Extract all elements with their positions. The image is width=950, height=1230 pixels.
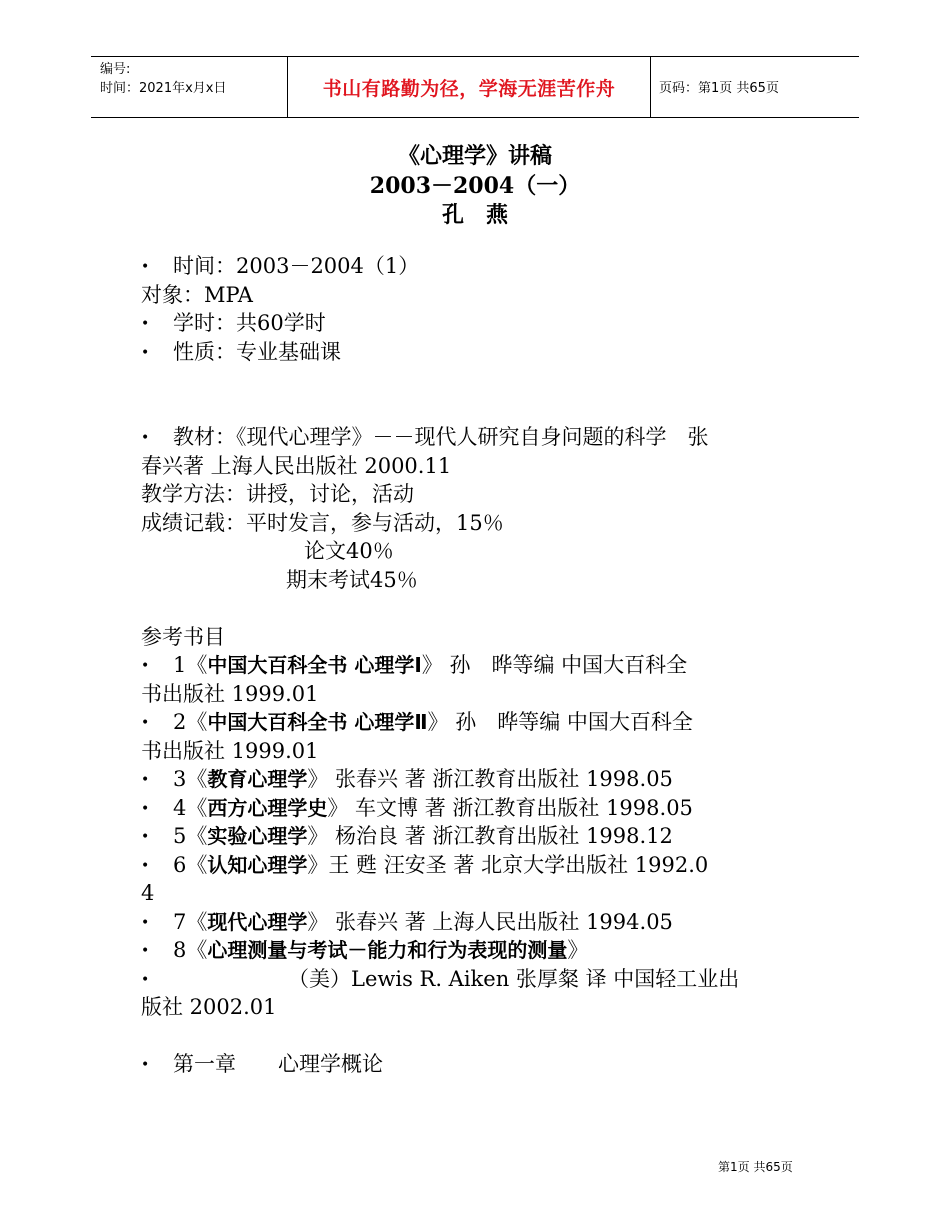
list-item: • 5《实验心理学》 杨治良 著 浙江教育出版社 1998.12 (141, 824, 673, 848)
list-item: • 7《现代心理学》 张春兴 著 上海人民出版社 1994.05 (141, 909, 673, 934)
header-meta (100, 60, 226, 98)
list-item: • 性质：专业基础课 (141, 339, 341, 364)
list-item: • 2《中国大百科全书 心理学Ⅱ》 孙 晔等编 中国大百科全 (141, 710, 693, 734)
header-page-number: 页码：第1页 共65页 (659, 81, 779, 96)
references-heading: 参考书目 (141, 624, 225, 649)
doc-author: 孔 燕 (441, 202, 508, 228)
grading-exam: 期末考试45％ (286, 567, 418, 592)
list-item: • 6《认知心理学》王 甦 汪安圣 著 北京大学出版社 1992.0 (141, 852, 709, 877)
list-item: • 3《教育心理学》 张春兴 著 浙江教育出版社 1998.05 (141, 767, 673, 791)
list-item: • 8《心理测量与考试－能力和行为表现的测量》 (141, 938, 589, 962)
page-header (91, 56, 859, 118)
grading-paper: 论文40％ (304, 539, 394, 563)
doc-title: 《心理学》讲稿 (397, 143, 552, 169)
list-item: • 教材：《现代心理学》－－现代人研究自身问题的科学 张 (141, 425, 709, 449)
list-item: • 4《西方心理学史》 车文博 著 浙江教育出版社 1998.05 (141, 795, 693, 820)
list-item: 对象：MPA (141, 282, 253, 307)
header-motto: 书山有路勤为径，学海无涯苦作舟 (322, 78, 616, 100)
list-item: • 时间：2003－2004（1） (141, 254, 420, 278)
course-info: • 时间：2003－2004（1） 对象：MPA • 学时：共60学时 • 性质：专业基础课 • 教材：《现代心理学》－－现代人研究自身问题的科学 张 春兴著 上海人民出版社 2000.11 教学方法：讲授，讨论，活动 成绩记载：平时发言，参与活动，15％ 论文40％ 期末考试45％ 参考书目 • 1《中国大百科全书 心理学Ⅰ》 孙 晔等编 中国大百科全 书出版社 1999.01 • 2《中国大百科全书 心理学Ⅱ》 孙 晔等编 中国大百科全 书出版社 1999.01 • 3《教育心理学》 张春兴 著 浙江教育出版社 1998.05 • 4《西方心理学史》 车文博 著 浙江教育出版社 1998.05 • 5《实验心理学》 杨治良 著 浙江教育出版社 1998.12 • 6《认知心理学》王 甦 汪安圣 著 北京大学出版社 1992.0 4 • 7《现代心理学》 张春兴 著 上海人民出版社 1994.05 • 8《心理测量与考试－能力和行为表现的测量》 • （美）Lewis R. Aiken 张厚粲 译 中国轻工业出 版社 2002.01 • 第一章 心理学概论 (141, 252, 821, 1079)
code-label: 编号: (100, 62, 131, 77)
grading: 成绩记载：平时发言，参与活动，15％ (141, 510, 504, 535)
doc-subtitle: 2003－2004（一） (369, 173, 581, 199)
list-item: • （美）Lewis R. Aiken 张厚粲 译 中国轻工业出 (141, 966, 740, 991)
footer-page-number: 第1页 共65页 (718, 1160, 793, 1174)
teaching-method: 教学方法：讲授，讨论，活动 (141, 482, 414, 506)
chapter-heading: • 第一章 心理学概论 (141, 1052, 383, 1076)
list-item: • 1《中国大百科全书 心理学Ⅰ》 孙 晔等编 中国大百科全 (141, 653, 688, 677)
header-divider (650, 57, 651, 117)
list-item: • 学时：共60学时 (141, 311, 326, 335)
time-label: 时间：2021年x月x日 (100, 81, 227, 96)
